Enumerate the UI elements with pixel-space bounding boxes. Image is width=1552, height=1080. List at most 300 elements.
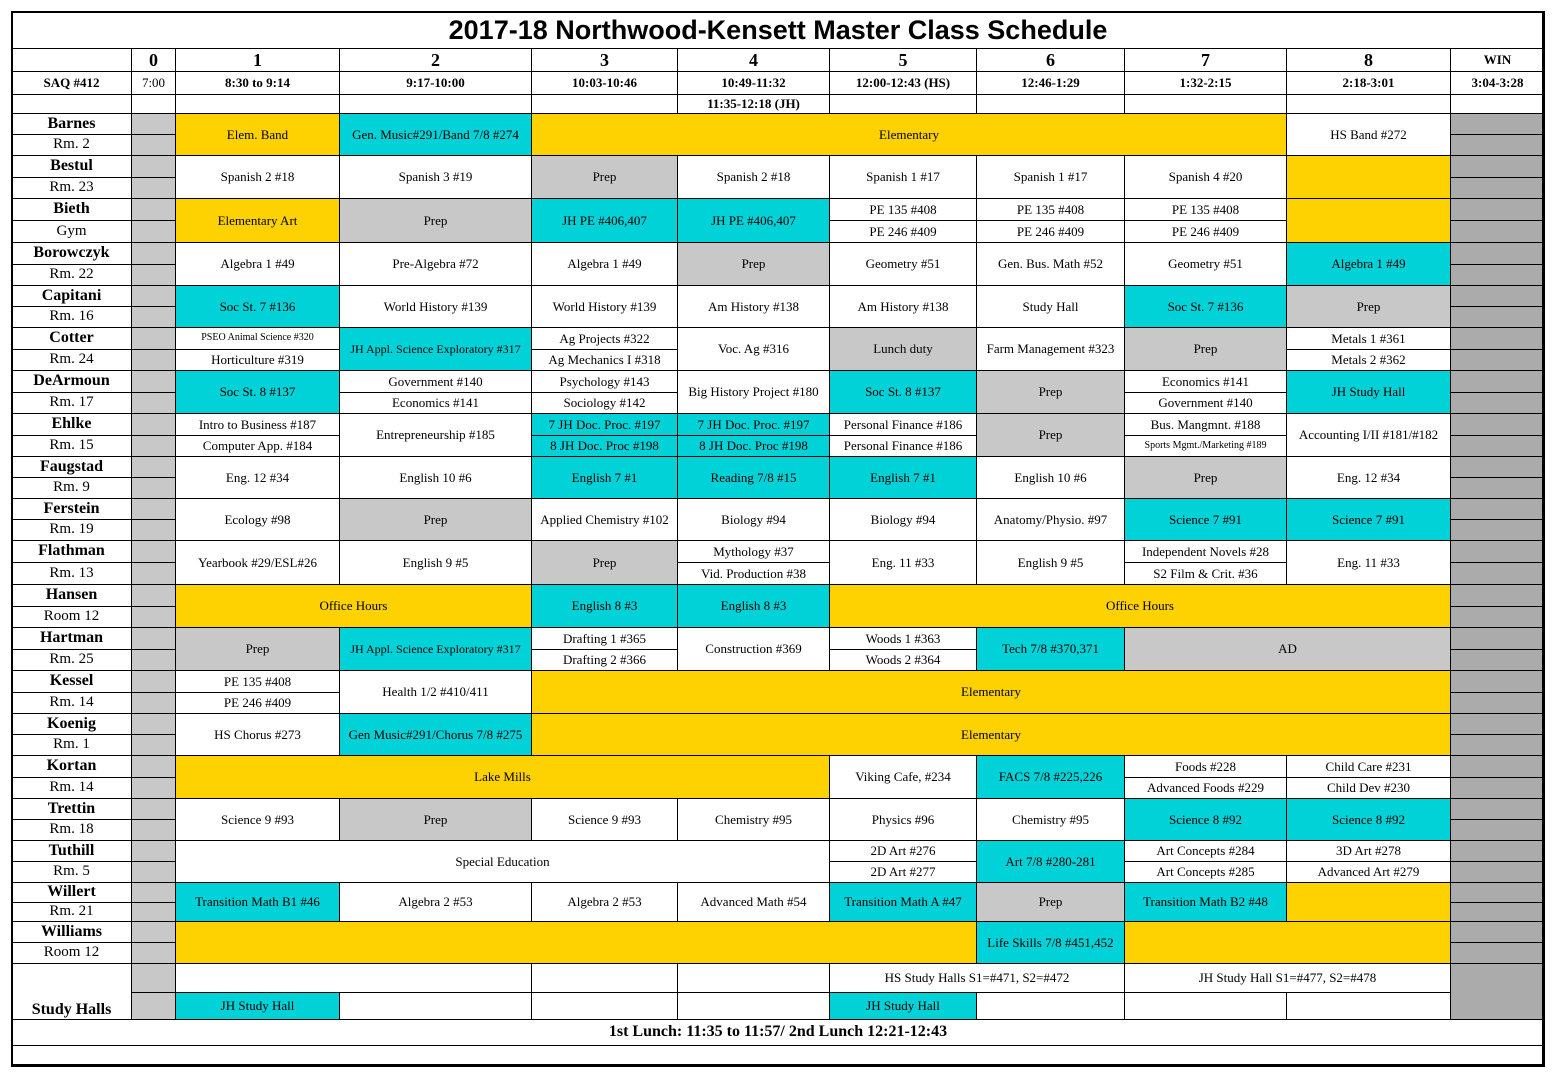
class-cell: Science 9 #93 bbox=[531, 798, 678, 841]
class-cell-top: Psychology #143 bbox=[531, 370, 678, 393]
class-cell: Soc St. 8 #137 bbox=[175, 370, 340, 414]
class-cell: Elementary bbox=[531, 713, 1451, 756]
class-cell bbox=[1286, 198, 1451, 243]
class-cell-top: Ag Projects #322 bbox=[531, 327, 678, 350]
class-cell: Geometry #51 bbox=[829, 242, 977, 286]
teacher-name: Hartman bbox=[11, 627, 132, 650]
class-cell-top: Metals 1 #361 bbox=[1286, 327, 1451, 350]
class-cell-bottom: S2 Film & Crit. #36 bbox=[1124, 562, 1287, 585]
class-cell: Eng. 11 #33 bbox=[1286, 540, 1451, 585]
teacher-room: Rm. 23 bbox=[11, 177, 132, 199]
class-cell: JH PE #406,407 bbox=[531, 198, 678, 243]
class-cell bbox=[1124, 921, 1451, 964]
win-cell bbox=[1450, 198, 1545, 221]
class-cell-top: Bus. Mangmnt. #188 bbox=[1124, 413, 1287, 436]
class-cell-bottom: Advanced Foods #229 bbox=[1124, 777, 1287, 799]
class-cell: Soc St. 7 #136 bbox=[1124, 285, 1287, 328]
class-cell: Prep bbox=[976, 413, 1125, 457]
class-cell-top: Child Care #231 bbox=[1286, 755, 1451, 778]
period-0-cell bbox=[131, 755, 176, 778]
teacher-name: DeArmoun bbox=[11, 370, 132, 393]
class-cell: Office Hours bbox=[829, 584, 1451, 628]
class-cell: Transition Math A #47 bbox=[829, 882, 977, 922]
class-cell: Yearbook #29/ESL#26 bbox=[175, 540, 340, 585]
master-schedule-table bbox=[11, 11, 1544, 1066]
class-cell-bottom: Vid. Production #38 bbox=[677, 562, 830, 585]
period-0-cell bbox=[131, 819, 176, 841]
teacher-name: Trettin bbox=[11, 798, 132, 820]
class-cell-bottom: Child Dev #230 bbox=[1286, 777, 1451, 799]
class-cell: Entrepreneurship #185 bbox=[339, 413, 532, 457]
class-cell: Transition Math B2 #48 bbox=[1124, 882, 1287, 922]
period-0-cell bbox=[131, 498, 176, 520]
period-0-cell bbox=[131, 670, 176, 693]
teacher-room: Rm. 14 bbox=[11, 777, 132, 799]
class-cell: Lake Mills bbox=[175, 755, 830, 799]
class-cell: Lunch duty bbox=[829, 327, 977, 371]
class-cell: HS Chorus #273 bbox=[175, 713, 340, 756]
win-cell bbox=[1450, 649, 1545, 671]
class-cell-bottom: Woods 2 #364 bbox=[829, 649, 977, 671]
win-cell bbox=[1450, 798, 1545, 820]
class-cell: Algebra 1 #49 bbox=[175, 242, 340, 286]
class-cell-top: Art Concepts #284 bbox=[1124, 840, 1287, 862]
class-cell: Applied Chemistry #102 bbox=[531, 498, 678, 541]
header-blank bbox=[339, 94, 532, 114]
class-cell: Elementary Art bbox=[175, 198, 340, 243]
teacher-room: Rm. 22 bbox=[11, 264, 132, 286]
class-cell-top: 7 JH Doc. Proc. #197 bbox=[677, 413, 830, 436]
period-0-cell bbox=[131, 113, 176, 135]
class-cell-top: Intro to Business #187 bbox=[175, 413, 340, 436]
empty-cell bbox=[339, 992, 532, 1020]
header-blank bbox=[1124, 94, 1287, 114]
period-0-cell bbox=[131, 134, 176, 156]
class-cell: Am History #138 bbox=[829, 285, 977, 328]
jh-study-hall-cell: JH Study Hall bbox=[829, 992, 977, 1020]
class-cell: Spanish 2 #18 bbox=[677, 155, 830, 199]
win-cell bbox=[1450, 670, 1545, 693]
class-cell: Chemistry #95 bbox=[677, 798, 830, 841]
class-cell: Pre-Algebra #72 bbox=[339, 242, 532, 286]
period-header: 8 bbox=[1286, 48, 1451, 72]
teacher-name: Williams bbox=[11, 921, 132, 943]
class-cell bbox=[1286, 882, 1451, 922]
win-cell bbox=[1450, 242, 1545, 265]
period-time: 9:17-10:00 bbox=[339, 71, 532, 95]
class-cell: Soc St. 7 #136 bbox=[175, 285, 340, 328]
teacher-name: Kessel bbox=[11, 670, 132, 693]
win-cell bbox=[1450, 584, 1545, 607]
win-cell bbox=[1450, 902, 1545, 922]
class-cell: Art 7/8 #280-281 bbox=[976, 840, 1125, 883]
class-cell-bottom: Drafting 2 #366 bbox=[531, 649, 678, 671]
win-cell bbox=[1450, 285, 1545, 307]
period-time: 2:18-3:01 bbox=[1286, 71, 1451, 95]
win-cell bbox=[1450, 692, 1545, 714]
period-0-cell bbox=[131, 840, 176, 862]
period-0-cell bbox=[131, 861, 176, 883]
class-cell: Big History Project #180 bbox=[677, 370, 830, 414]
empty-cell bbox=[1124, 992, 1287, 1020]
class-cell bbox=[175, 921, 977, 964]
class-cell: FACS 7/8 #225,226 bbox=[976, 755, 1125, 799]
teacher-room: Rm. 5 bbox=[11, 861, 132, 883]
win-cell bbox=[1450, 413, 1545, 436]
footer-blank bbox=[11, 1045, 1545, 1067]
class-cell: Elem. Band bbox=[175, 113, 340, 156]
period-0-cell bbox=[131, 882, 176, 903]
empty-cell bbox=[531, 963, 678, 993]
period-0-cell bbox=[131, 242, 176, 265]
period-0-cell bbox=[131, 349, 176, 371]
header-blank bbox=[829, 94, 977, 114]
period-time: 1:32-2:15 bbox=[1124, 71, 1287, 95]
period-time: 12:00-12:43 (HS) bbox=[829, 71, 977, 95]
class-cell: Construction #369 bbox=[677, 627, 830, 671]
header-blank bbox=[1450, 94, 1545, 114]
teacher-name: Barnes bbox=[11, 113, 132, 135]
class-cell: Farm Management #323 bbox=[976, 327, 1125, 371]
period-0-cell bbox=[131, 306, 176, 328]
class-cell: Elementary bbox=[531, 113, 1287, 156]
period-0-cell bbox=[131, 777, 176, 799]
win-cell bbox=[1450, 155, 1545, 178]
win-cell bbox=[1450, 777, 1545, 799]
class-cell: JH Study Hall bbox=[1286, 370, 1451, 414]
class-cell: Spanish 1 #17 bbox=[976, 155, 1125, 199]
teacher-room: Rm. 1 bbox=[11, 734, 132, 756]
class-cell: Gen. Bus. Math #52 bbox=[976, 242, 1125, 286]
period-0-cell bbox=[131, 627, 176, 650]
period-header: 4 bbox=[677, 48, 830, 72]
teacher-room: Rm. 18 bbox=[11, 819, 132, 841]
class-cell: World History #139 bbox=[339, 285, 532, 328]
period-0-cell bbox=[131, 155, 176, 178]
win-cell bbox=[1450, 627, 1545, 650]
win-cell bbox=[1450, 713, 1545, 735]
class-cell-bottom: Metals 2 #362 bbox=[1286, 349, 1451, 371]
class-cell-top: Mythology #37 bbox=[677, 540, 830, 563]
class-cell-bottom: Horticulture #319 bbox=[175, 349, 340, 371]
header-blank bbox=[531, 94, 678, 114]
period-0-cell bbox=[131, 584, 176, 607]
class-cell: Geometry #51 bbox=[1124, 242, 1287, 286]
class-cell: Eng. 12 #34 bbox=[1286, 456, 1451, 499]
class-cell: JH PE #406,407 bbox=[677, 198, 830, 243]
teacher-room: Rm. 19 bbox=[11, 519, 132, 541]
class-cell-top: Woods 1 #363 bbox=[829, 627, 977, 650]
period-0-cell bbox=[131, 921, 176, 943]
empty-cell bbox=[677, 963, 830, 993]
teacher-room: Room 12 bbox=[11, 606, 132, 628]
teacher-name: Bestul bbox=[11, 155, 132, 178]
room-label: SAQ #412 bbox=[11, 71, 132, 95]
class-cell: Accounting I/II #181/#182 bbox=[1286, 413, 1451, 457]
class-cell: Algebra 2 #53 bbox=[339, 882, 532, 922]
class-cell: JH Appl. Science Exploratory #317 bbox=[339, 327, 532, 371]
class-cell: Office Hours bbox=[175, 584, 532, 628]
class-cell: Science 8 #92 bbox=[1124, 798, 1287, 841]
period-0-cell bbox=[131, 198, 176, 221]
teacher-name: Flathman bbox=[11, 540, 132, 563]
class-cell: Prep bbox=[339, 498, 532, 541]
teacher-name: Capitani bbox=[11, 285, 132, 307]
header-blank bbox=[175, 94, 340, 114]
class-cell: Am History #138 bbox=[677, 285, 830, 328]
class-cell: Health 1/2 #410/411 bbox=[339, 670, 532, 714]
class-cell: English 8 #3 bbox=[677, 584, 830, 628]
teacher-name: Tuthill bbox=[11, 840, 132, 862]
class-cell-top: PE 135 #408 bbox=[1124, 198, 1287, 221]
class-cell-top: PSEO Animal Science #320 bbox=[175, 327, 340, 350]
teacher-name: Willert bbox=[11, 882, 132, 903]
class-cell: JH Appl. Science Exploratory #317 bbox=[339, 627, 532, 671]
period-header: WIN bbox=[1450, 48, 1545, 72]
class-cell: Advanced Math #54 bbox=[677, 882, 830, 922]
class-cell: Prep bbox=[976, 370, 1125, 414]
period-time: 8:30 to 9:14 bbox=[175, 71, 340, 95]
win-cell bbox=[1450, 540, 1545, 563]
win-cell bbox=[1450, 456, 1545, 478]
win-cell bbox=[1450, 113, 1545, 135]
teacher-name: Borowczyk bbox=[11, 242, 132, 265]
teacher-name: Kortan bbox=[11, 755, 132, 778]
class-cell: Tech 7/8 #370,371 bbox=[976, 627, 1125, 671]
class-cell-top: Personal Finance #186 bbox=[829, 413, 977, 436]
empty-cell bbox=[531, 992, 678, 1020]
class-cell: Prep bbox=[1286, 285, 1451, 328]
class-cell: English 9 #5 bbox=[339, 540, 532, 585]
win-cell bbox=[1450, 882, 1545, 903]
class-cell: Voc. Ag #316 bbox=[677, 327, 830, 371]
class-cell: Algebra 1 #49 bbox=[531, 242, 678, 286]
class-cell-top: 3D Art #278 bbox=[1286, 840, 1451, 862]
teacher-room: Rm. 25 bbox=[11, 649, 132, 671]
class-cell-bottom: Ag Mechanics I #318 bbox=[531, 349, 678, 371]
class-cell: Algebra 2 #53 bbox=[531, 882, 678, 922]
class-cell: Study Hall bbox=[976, 285, 1125, 328]
class-cell: Prep bbox=[339, 198, 532, 243]
period-0-cell bbox=[131, 540, 176, 563]
teacher-room: Rm. 2 bbox=[11, 134, 132, 156]
period-0-cell bbox=[131, 370, 176, 393]
class-cell: Special Education bbox=[175, 840, 830, 883]
period-0-cell bbox=[131, 413, 176, 436]
class-cell-top: Drafting 1 #365 bbox=[531, 627, 678, 650]
teacher-room: Gym bbox=[11, 220, 132, 243]
win-cell bbox=[1450, 606, 1545, 628]
class-cell-bottom: Art Concepts #285 bbox=[1124, 861, 1287, 883]
class-cell-bottom: Government #140 bbox=[1124, 392, 1287, 414]
period-header: 2 bbox=[339, 48, 532, 72]
class-cell-top: PE 135 #408 bbox=[829, 198, 977, 221]
class-cell-top: 7 JH Doc. Proc. #197 bbox=[531, 413, 678, 436]
period-0-cell bbox=[131, 456, 176, 478]
class-cell-bottom: 8 JH Doc. Proc #198 bbox=[677, 435, 830, 457]
period-header: 3 bbox=[531, 48, 678, 72]
win-cell bbox=[1450, 134, 1545, 156]
class-cell-bottom: 2D Art #277 bbox=[829, 861, 977, 883]
teacher-room: Rm. 21 bbox=[11, 902, 132, 922]
class-cell: Gen. Music#291/Band 7/8 #274 bbox=[339, 113, 532, 156]
class-cell: Eng. 11 #33 bbox=[829, 540, 977, 585]
class-cell: Prep bbox=[339, 798, 532, 841]
class-cell-bottom: Sports Mgmt./Marketing #189 bbox=[1124, 435, 1287, 457]
teacher-name: Koenig bbox=[11, 713, 132, 735]
teacher-name: Ferstein bbox=[11, 498, 132, 520]
class-cell: Science 9 #93 bbox=[175, 798, 340, 841]
hs-study-hall-note: HS Study Halls S1=#471, S2=#472 bbox=[829, 963, 1125, 993]
period-0-cell bbox=[131, 692, 176, 714]
win-cell bbox=[1450, 370, 1545, 393]
class-cell: Biology #94 bbox=[677, 498, 830, 541]
period-0-cell bbox=[131, 220, 176, 243]
period-0-cell bbox=[131, 435, 176, 457]
class-cell: Eng. 12 #34 bbox=[175, 456, 340, 499]
header-blank bbox=[131, 94, 176, 114]
class-cell: Physics #96 bbox=[829, 798, 977, 841]
win-cell bbox=[1450, 349, 1545, 371]
period-time: 12:46-1:29 bbox=[976, 71, 1125, 95]
period-0-cell bbox=[131, 285, 176, 307]
class-cell: Gen Music#291/Chorus 7/8 #275 bbox=[339, 713, 532, 756]
class-cell: Algebra 1 #49 bbox=[1286, 242, 1451, 286]
win-cell bbox=[1450, 177, 1545, 199]
win-cell bbox=[1450, 392, 1545, 414]
class-cell: Anatomy/Physio. #97 bbox=[976, 498, 1125, 541]
class-cell: Prep bbox=[976, 882, 1125, 922]
teacher-name: Hansen bbox=[11, 584, 132, 607]
period-0-cell bbox=[131, 177, 176, 199]
period-0-cell bbox=[131, 942, 176, 964]
teacher-room: Rm. 14 bbox=[11, 692, 132, 714]
period-header: 5 bbox=[829, 48, 977, 72]
class-cell-top: PE 135 #408 bbox=[175, 670, 340, 693]
empty-cell bbox=[677, 992, 830, 1020]
class-cell bbox=[1286, 155, 1451, 199]
period-0-cell bbox=[131, 264, 176, 286]
empty-cell bbox=[976, 992, 1125, 1020]
class-cell: Prep bbox=[677, 242, 830, 286]
class-cell: English 9 #5 bbox=[976, 540, 1125, 585]
class-cell: Elementary bbox=[531, 670, 1451, 714]
period-time: 7:00 bbox=[131, 71, 176, 95]
class-cell-bottom: 8 JH Doc. Proc #198 bbox=[531, 435, 678, 457]
class-cell: Viking Cafe, #234 bbox=[829, 755, 977, 799]
class-cell: Science 8 #92 bbox=[1286, 798, 1451, 841]
period-time: 10:49-11:32 bbox=[677, 71, 830, 95]
class-cell: Science 7 #91 bbox=[1124, 498, 1287, 541]
class-cell-bottom: PE 246 #409 bbox=[976, 220, 1125, 243]
class-cell: English 7 #1 bbox=[531, 456, 678, 499]
win-cell bbox=[1450, 734, 1545, 756]
class-cell: English 8 #3 bbox=[531, 584, 678, 628]
class-cell-bottom: Economics #141 bbox=[339, 392, 532, 414]
jh-study-hall-note: JH Study Hall S1=#477, S2=#478 bbox=[1124, 963, 1451, 993]
class-cell-top: 2D Art #276 bbox=[829, 840, 977, 862]
class-cell-bottom: Sociology #142 bbox=[531, 392, 678, 414]
class-cell-top: Economics #141 bbox=[1124, 370, 1287, 393]
period-0-cell bbox=[131, 798, 176, 820]
class-cell: World History #139 bbox=[531, 285, 678, 328]
class-cell-bottom: PE 246 #409 bbox=[829, 220, 977, 243]
class-cell: Biology #94 bbox=[829, 498, 977, 541]
jh-time: 11:35-12:18 (JH) bbox=[677, 94, 830, 114]
header-blank bbox=[11, 48, 132, 72]
period-0-cell bbox=[131, 902, 176, 922]
class-cell: Reading 7/8 #15 bbox=[677, 456, 830, 499]
period-time: 3:04-3:28 bbox=[1450, 71, 1545, 95]
empty-cell bbox=[175, 963, 532, 993]
class-cell-bottom: Computer App. #184 bbox=[175, 435, 340, 457]
class-cell: English 10 #6 bbox=[976, 456, 1125, 499]
win-cell bbox=[1450, 519, 1545, 541]
win-cell bbox=[1450, 264, 1545, 286]
period-header: 0 bbox=[131, 48, 176, 72]
class-cell: HS Band #272 bbox=[1286, 113, 1451, 156]
class-cell: Spanish 4 #20 bbox=[1124, 155, 1287, 199]
class-cell: Spanish 1 #17 bbox=[829, 155, 977, 199]
class-cell: Prep bbox=[531, 540, 678, 585]
win-cell bbox=[1450, 819, 1545, 841]
header-blank bbox=[976, 94, 1125, 114]
class-cell-bottom: Personal Finance #186 bbox=[829, 435, 977, 457]
win-cell bbox=[1450, 562, 1545, 585]
class-cell: English 10 #6 bbox=[339, 456, 532, 499]
win-cell bbox=[1450, 327, 1545, 350]
class-cell-bottom: PE 246 #409 bbox=[175, 692, 340, 714]
period-0-cell bbox=[131, 713, 176, 735]
teacher-name: Faugstad bbox=[11, 456, 132, 478]
class-cell: Prep bbox=[1124, 456, 1287, 499]
teacher-room: Rm. 16 bbox=[11, 306, 132, 328]
win-cell bbox=[1450, 755, 1545, 778]
period-0-cell bbox=[131, 477, 176, 499]
class-cell: Spanish 3 #19 bbox=[339, 155, 532, 199]
class-cell: Science 7 #91 bbox=[1286, 498, 1451, 541]
win-cell bbox=[1450, 435, 1545, 457]
period-0-cell bbox=[131, 562, 176, 585]
win-cell bbox=[1450, 861, 1545, 883]
teacher-name: Ehlke bbox=[11, 413, 132, 436]
teacher-name: Bieth bbox=[11, 198, 132, 221]
class-cell: Life Skills 7/8 #451,452 bbox=[976, 921, 1125, 964]
class-cell-top: Foods #228 bbox=[1124, 755, 1287, 778]
win-cell bbox=[1450, 498, 1545, 520]
class-cell-top: Independent Novels #28 bbox=[1124, 540, 1287, 563]
header-blank bbox=[1286, 94, 1451, 114]
page-title: 2017-18 Northwood-Kensett Master Class Schedule bbox=[11, 11, 1545, 49]
win-cell bbox=[1450, 306, 1545, 328]
period-0-cell bbox=[131, 392, 176, 414]
win-cell bbox=[1450, 220, 1545, 243]
class-cell: Transition Math B1 #46 bbox=[175, 882, 340, 922]
class-cell-bottom: Advanced Art #279 bbox=[1286, 861, 1451, 883]
win-cell bbox=[1450, 840, 1545, 862]
class-cell: English 7 #1 bbox=[829, 456, 977, 499]
teacher-room: Rm. 9 bbox=[11, 477, 132, 499]
teacher-room: Rm. 17 bbox=[11, 392, 132, 414]
empty-cell bbox=[1286, 992, 1451, 1020]
class-cell: Soc St. 8 #137 bbox=[829, 370, 977, 414]
period-0-cell bbox=[131, 327, 176, 350]
win-cell bbox=[1450, 942, 1545, 964]
win-cell bbox=[1450, 477, 1545, 499]
period-0-cell bbox=[131, 734, 176, 756]
teacher-room: Room 12 bbox=[11, 942, 132, 964]
period-header: 1 bbox=[175, 48, 340, 72]
